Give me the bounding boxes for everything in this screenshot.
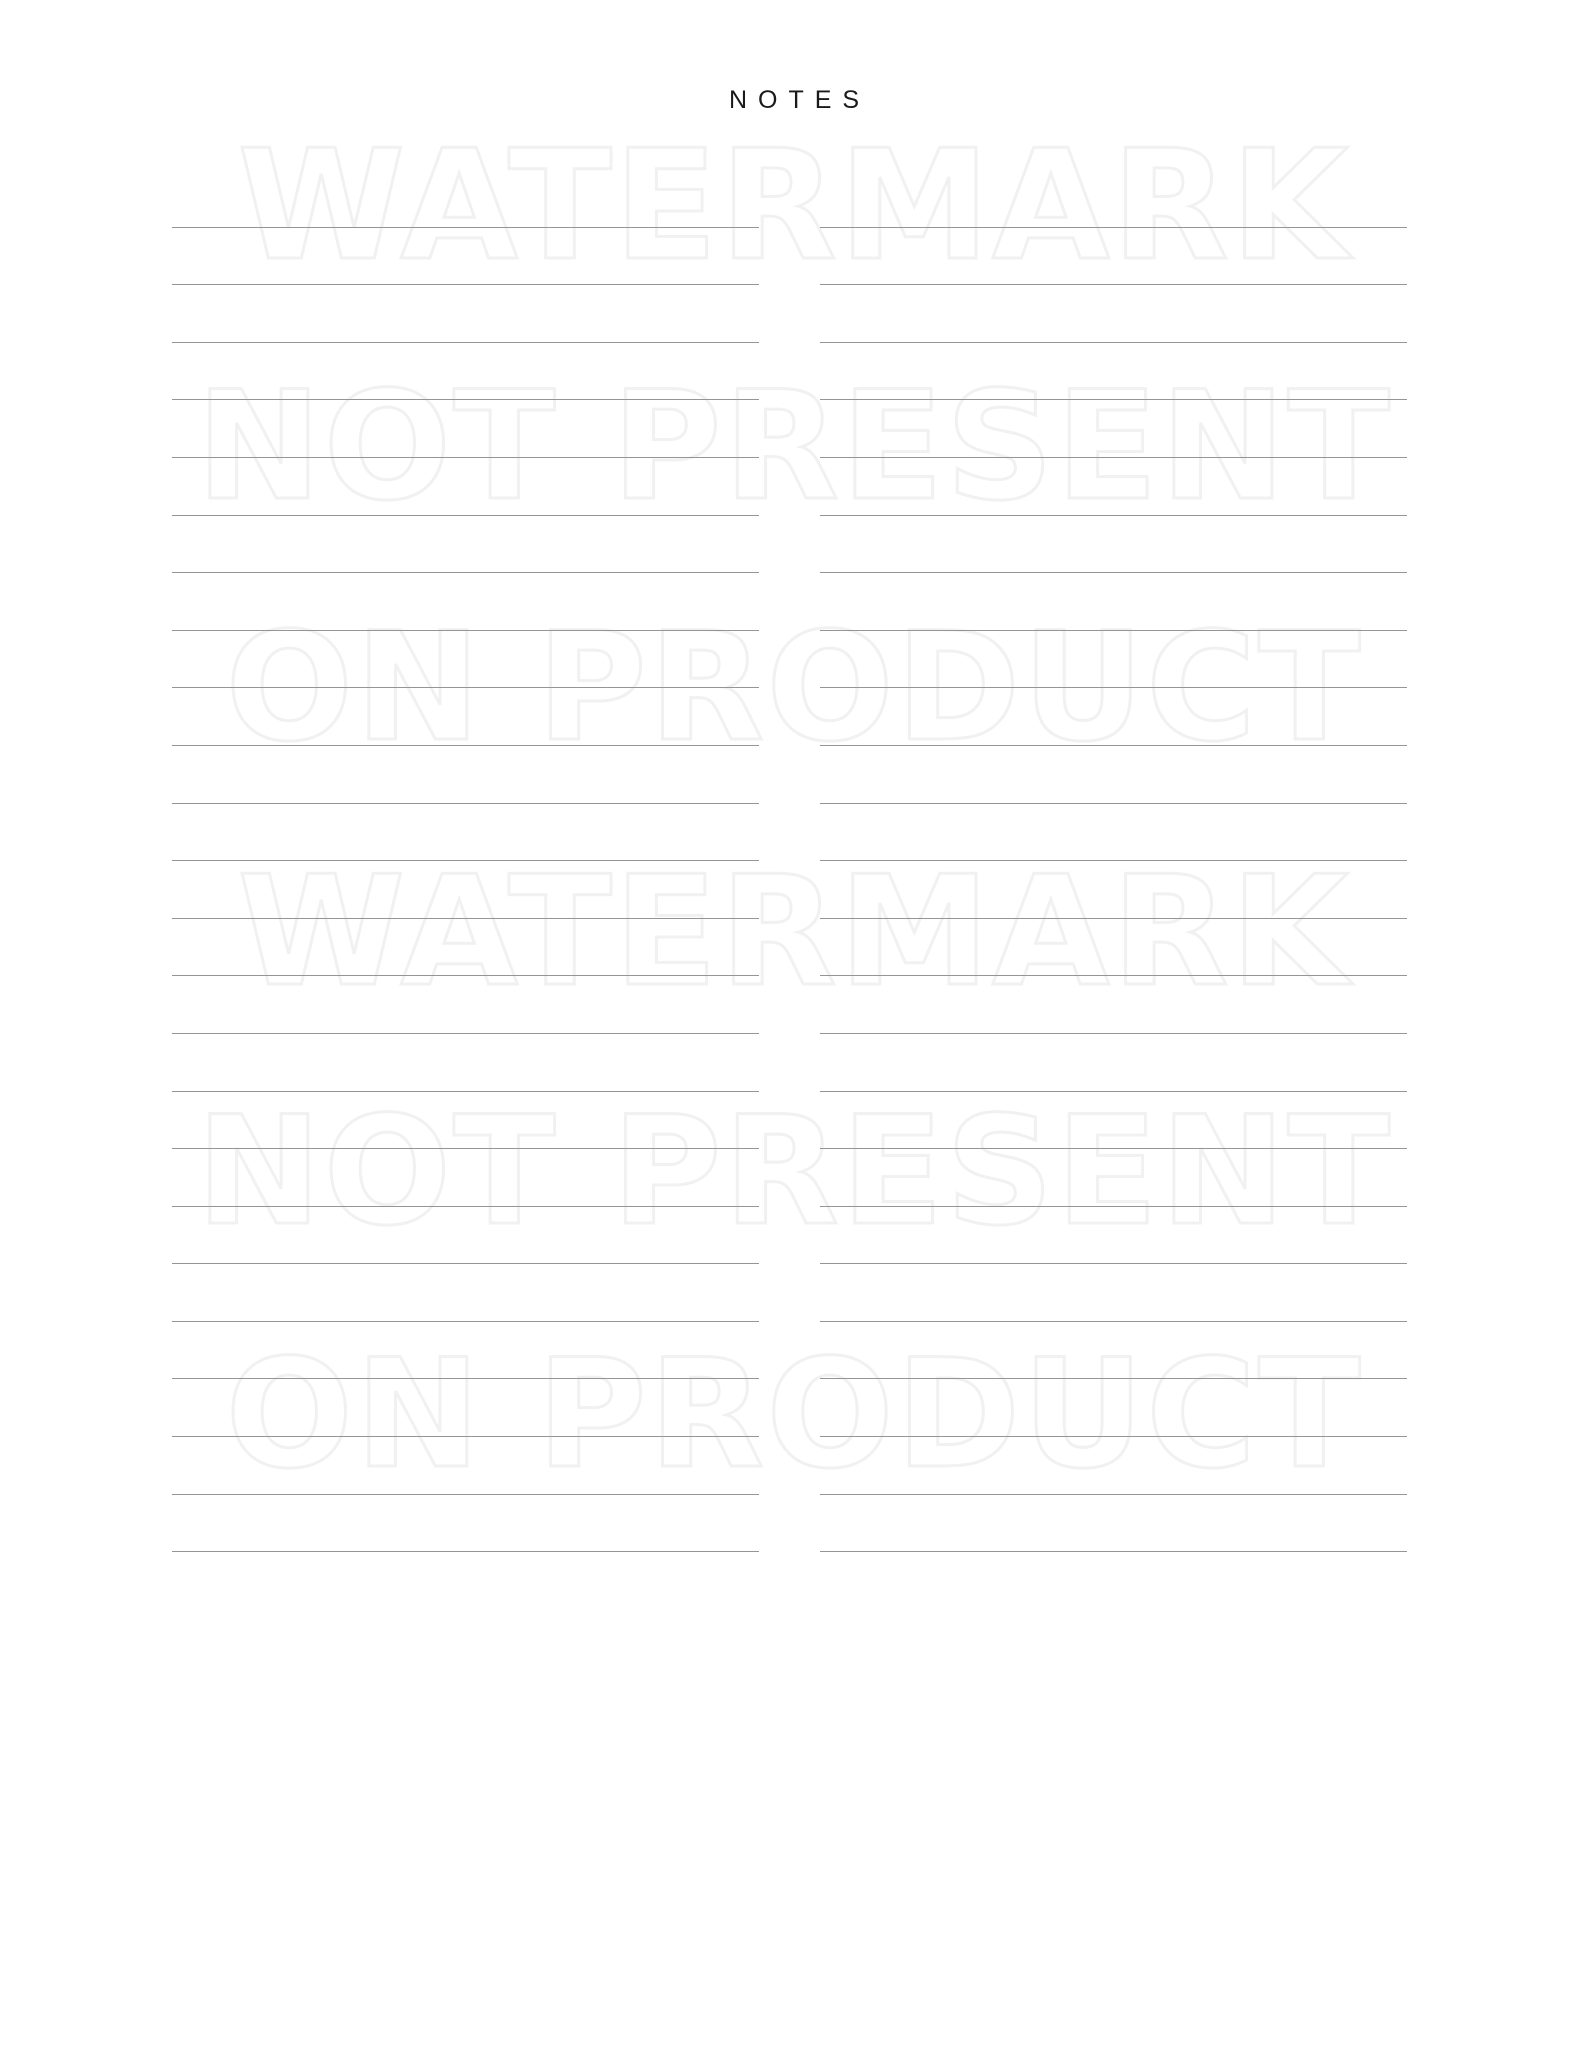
- note-line[interactable]: [172, 285, 759, 343]
- note-line[interactable]: [172, 400, 759, 458]
- note-line[interactable]: [820, 631, 1407, 689]
- note-line[interactable]: [172, 976, 759, 1034]
- watermark-text: NOT PRESENT: [196, 360, 1392, 534]
- note-line[interactable]: [172, 1322, 759, 1380]
- note-line[interactable]: [820, 1437, 1407, 1495]
- note-line[interactable]: [820, 516, 1407, 574]
- watermark-text: NOT PRESENT: [196, 1085, 1392, 1259]
- note-line[interactable]: [820, 861, 1407, 919]
- left-column[interactable]: [172, 170, 759, 1552]
- watermark-text: WATERMARK: [237, 843, 1351, 1020]
- note-line[interactable]: [820, 1034, 1407, 1092]
- note-line[interactable]: [820, 804, 1407, 862]
- note-line[interactable]: [820, 343, 1407, 401]
- watermark-text: ON PRODUCT: [225, 601, 1363, 775]
- note-line[interactable]: [820, 1092, 1407, 1150]
- note-line[interactable]: [172, 688, 759, 746]
- note-line[interactable]: [820, 1495, 1407, 1553]
- note-line[interactable]: [820, 458, 1407, 516]
- note-line[interactable]: [820, 228, 1407, 286]
- note-line[interactable]: [820, 1207, 1407, 1265]
- note-line[interactable]: [820, 976, 1407, 1034]
- note-line[interactable]: [172, 861, 759, 919]
- note-line[interactable]: [820, 170, 1407, 228]
- note-line[interactable]: [172, 458, 759, 516]
- note-line[interactable]: [820, 285, 1407, 343]
- note-line[interactable]: [172, 746, 759, 804]
- note-line[interactable]: [172, 804, 759, 862]
- note-line[interactable]: [172, 1207, 759, 1265]
- page-title: NOTES: [728, 86, 871, 114]
- watermark-text: ON PRODUCT: [225, 1328, 1363, 1502]
- note-line[interactable]: [172, 1092, 759, 1150]
- note-line[interactable]: [820, 746, 1407, 804]
- note-line[interactable]: [172, 1379, 759, 1437]
- note-line[interactable]: [172, 919, 759, 977]
- right-column[interactable]: [820, 170, 1407, 1552]
- note-line[interactable]: [172, 1437, 759, 1495]
- note-line[interactable]: [172, 343, 759, 401]
- note-line[interactable]: [172, 516, 759, 574]
- note-line[interactable]: [172, 1495, 759, 1553]
- note-line[interactable]: [820, 1149, 1407, 1207]
- note-line[interactable]: [172, 631, 759, 689]
- note-line[interactable]: [172, 170, 759, 228]
- note-line[interactable]: [172, 1149, 759, 1207]
- note-line[interactable]: [172, 573, 759, 631]
- note-line[interactable]: [820, 1264, 1407, 1322]
- note-line[interactable]: [172, 1264, 759, 1322]
- note-line[interactable]: [820, 1322, 1407, 1380]
- note-line[interactable]: [820, 573, 1407, 631]
- note-line[interactable]: [820, 400, 1407, 458]
- note-line[interactable]: [172, 228, 759, 286]
- note-line[interactable]: [820, 919, 1407, 977]
- note-line[interactable]: [172, 1034, 759, 1092]
- note-line[interactable]: [820, 688, 1407, 746]
- watermark-text: WATERMARK: [237, 117, 1351, 294]
- note-line[interactable]: [820, 1379, 1407, 1437]
